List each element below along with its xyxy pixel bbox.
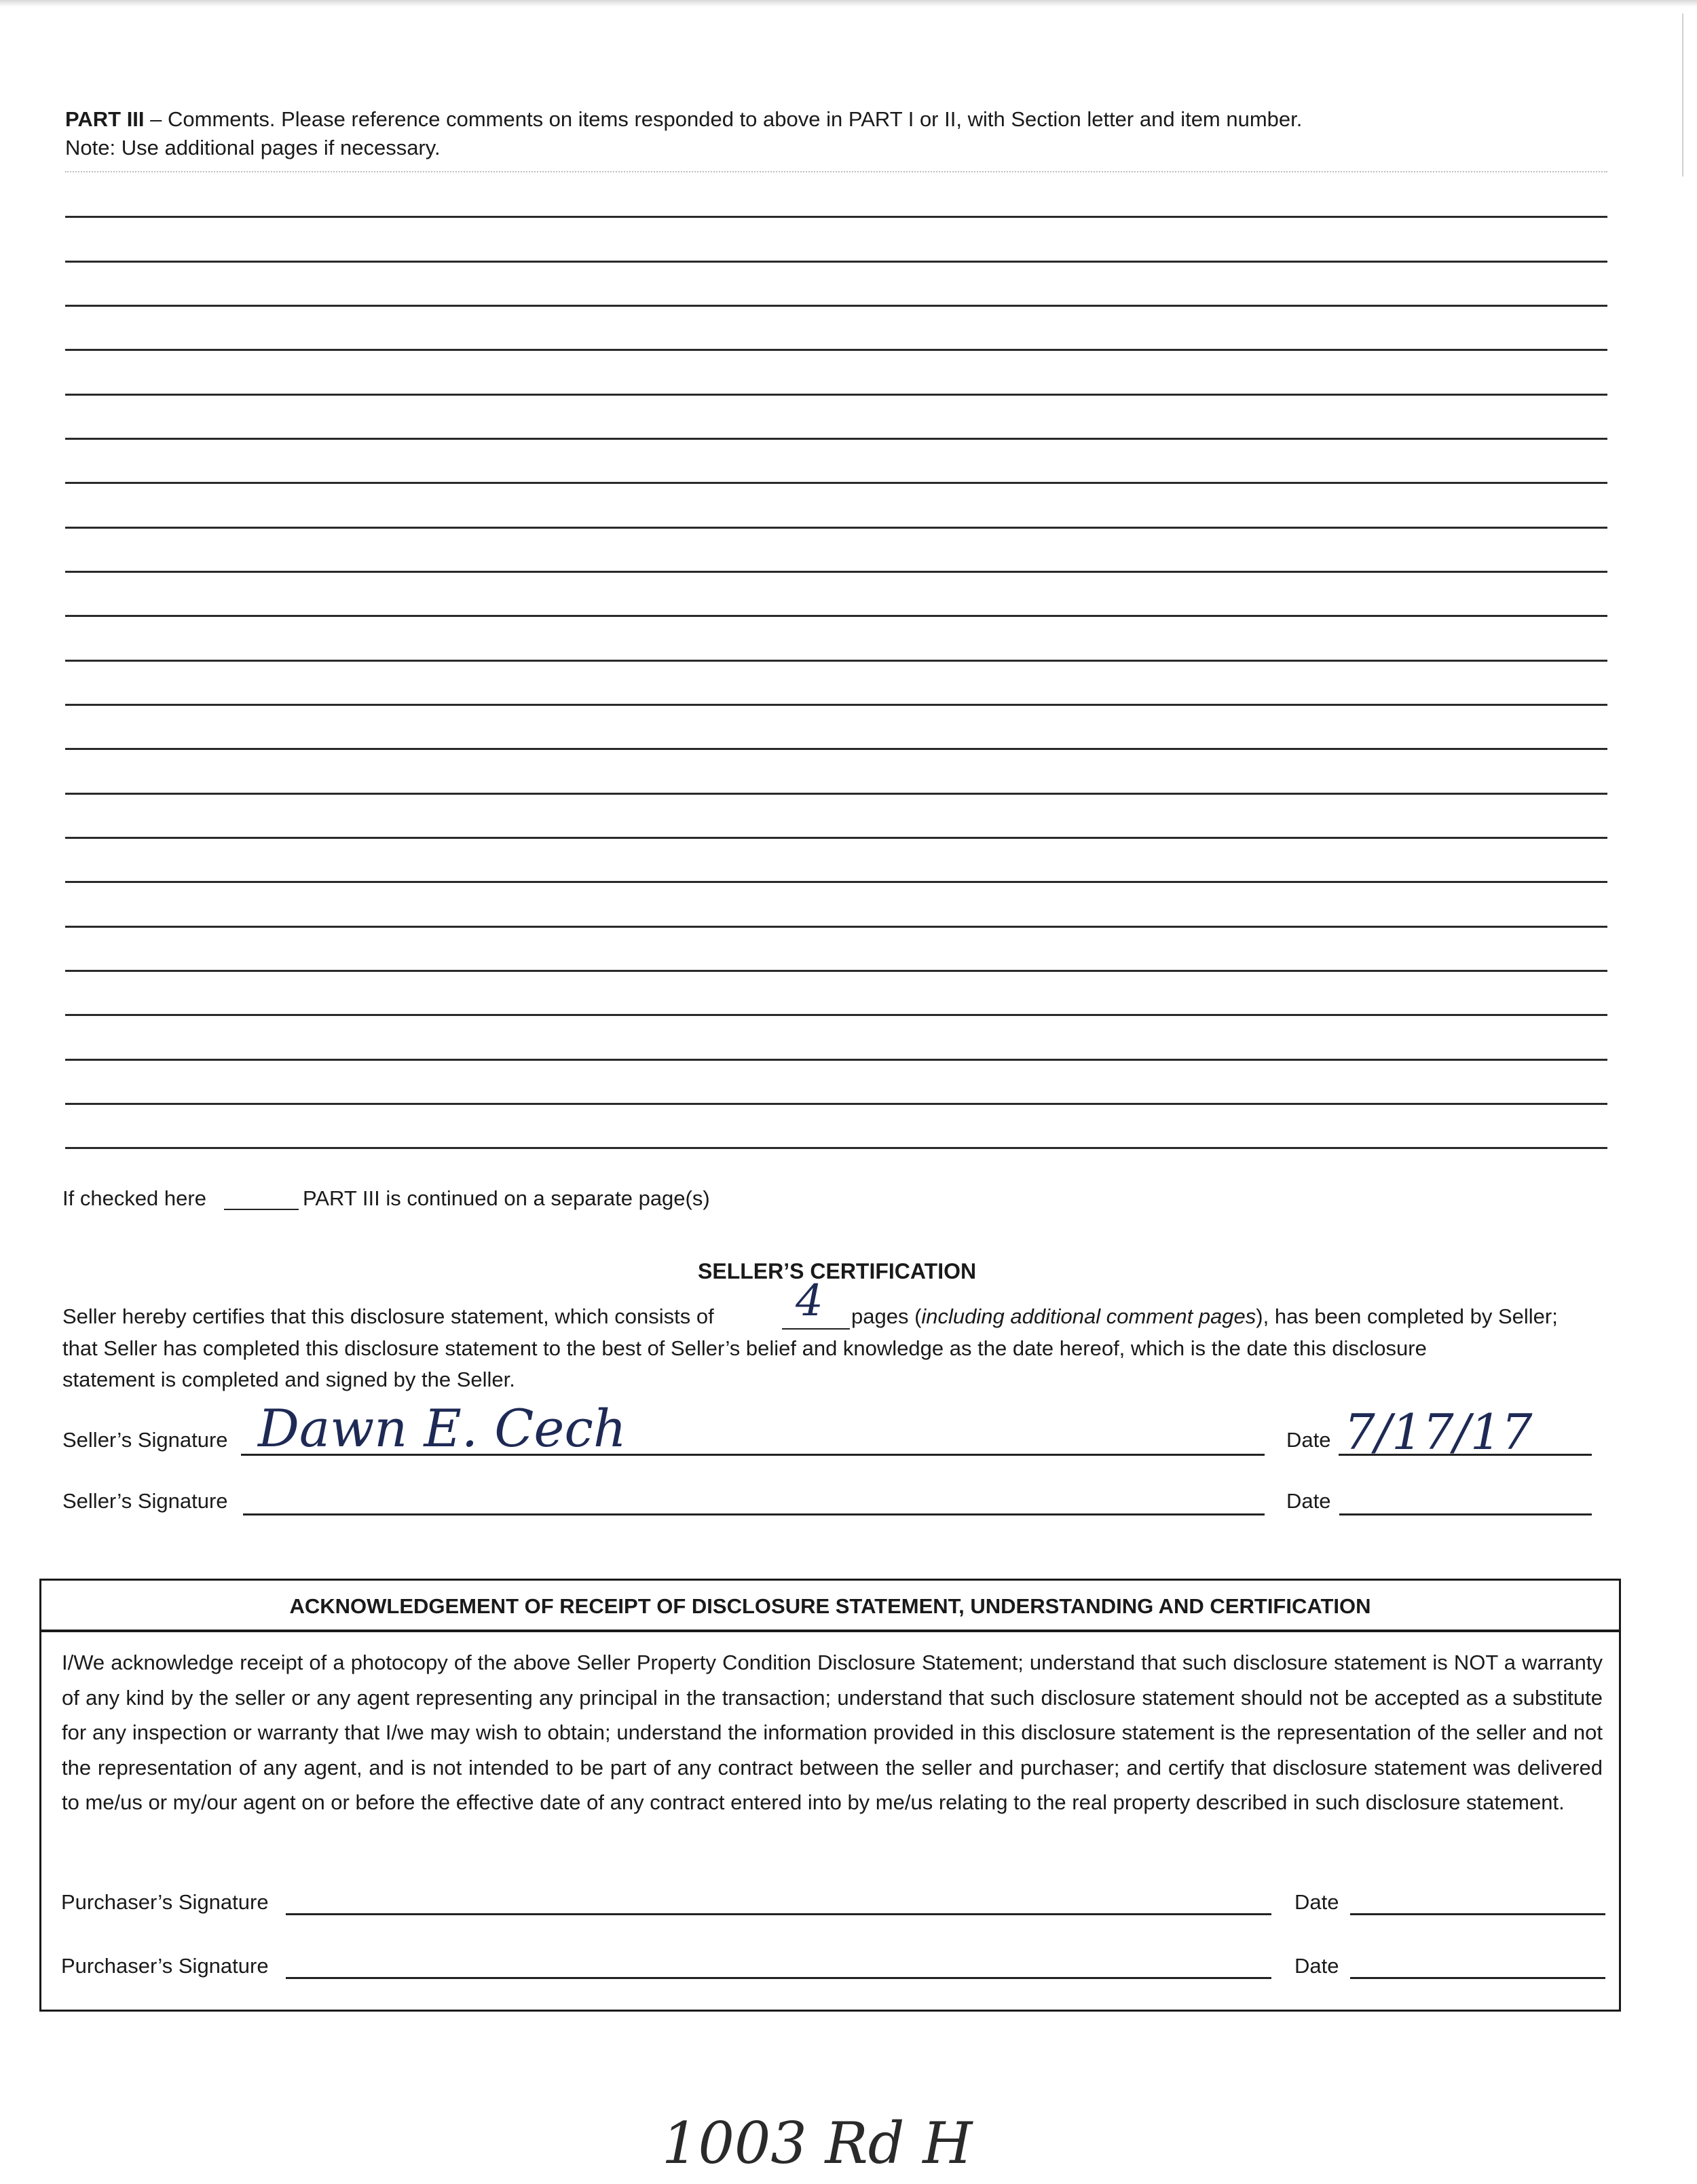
comment-line[interactable] (65, 837, 1607, 839)
cert-line-3: statement is completed and signed by the Seller. (62, 1368, 515, 1391)
purchaser-signature-line-1[interactable] (286, 1913, 1271, 1915)
comment-line[interactable] (65, 881, 1607, 883)
comment-line[interactable] (65, 660, 1607, 662)
cert-text-2: pages ( (851, 1304, 922, 1328)
handwritten-address: 1003 Rd H (662, 2110, 973, 2177)
pages-count-blank[interactable] (782, 1328, 850, 1330)
seller-date-label-1: Date (1286, 1428, 1331, 1452)
purchaser-date-label-2: Date (1294, 1954, 1339, 1978)
part3-heading: PART III (65, 107, 145, 131)
cert-text-1: Seller hereby certifies that this disclosure statement, which consists of (62, 1304, 714, 1328)
comment-line[interactable] (65, 1014, 1607, 1016)
purchaser-date-label-1: Date (1294, 1890, 1339, 1914)
comment-line[interactable] (65, 216, 1607, 218)
comment-line[interactable] (65, 1059, 1607, 1061)
comment-line[interactable] (65, 793, 1607, 795)
dotted-separator (65, 171, 1607, 172)
continued-check-blank[interactable] (224, 1209, 299, 1210)
comment-line[interactable] (65, 571, 1607, 573)
comment-line[interactable] (65, 926, 1607, 928)
comment-line[interactable] (65, 261, 1607, 263)
cert-text-italic: including additional comment pages (921, 1304, 1256, 1328)
scan-top-edge (0, 0, 1697, 7)
acknowledgement-title: ACKNOWLEDGEMENT OF RECEIPT OF DISCLOSURE STATEMENT, UNDERSTANDING AND CERTIFICATION (289, 1594, 1371, 1618)
part3-note: Note: Use additional pages if necessary. (65, 136, 441, 159)
part3-intro (65, 106, 1302, 133)
comment-line[interactable] (65, 394, 1607, 396)
seller-signature-label-1: Seller’s Signature (62, 1428, 228, 1452)
seller-date-1: 7/17/17 (1344, 1404, 1533, 1461)
comment-line[interactable] (65, 615, 1607, 617)
cert-line-1 (62, 1303, 714, 1330)
scan-right-edge-mark (1682, 14, 1683, 176)
purchaser-signature-label-2: Purchaser’s Signature (61, 1954, 269, 1978)
acknowledgement-box (39, 1579, 1621, 2012)
seller-certification-title: SELLER’S CERTIFICATION (698, 1259, 977, 1283)
cert-text-3: ), has been completed by Seller; (1256, 1304, 1558, 1328)
cert-line-2: that Seller has completed this disclosure statement to the best of Seller’s belief and knowledge as the date hereof, which is the date this disclosure (62, 1336, 1427, 1360)
purchaser-date-line-2[interactable] (1350, 1977, 1605, 1979)
comment-line[interactable] (65, 527, 1607, 529)
cert-line-1b (851, 1303, 1558, 1330)
seller-signature-line-2[interactable] (243, 1513, 1265, 1515)
comment-line[interactable] (65, 1103, 1607, 1105)
purchaser-date-line-1[interactable] (1350, 1913, 1605, 1915)
continued-suffix: PART III is continued on a separate page(s) (303, 1186, 710, 1210)
seller-date-label-2: Date (1286, 1489, 1331, 1513)
purchaser-signature-line-2[interactable] (286, 1977, 1271, 1979)
comment-line[interactable] (65, 704, 1607, 706)
comment-line[interactable] (65, 970, 1607, 972)
acknowledgement-title-rule (41, 1630, 1619, 1632)
acknowledgement-paragraph: I/We acknowledge receipt of a photocopy of the above Seller Property Condition Disclosure Statement; understand that such disclosure statement is NOT a warranty of any kind by the seller or any agent representing any principal in the transaction; understand that such disclosure statement should not be accepted as a substitute for any inspection or warranty that I/we may wish to obtain; understand the information provided in this disclosure statement is the representation of the seller and not the representation of any agent, and is not intended to be part of any contract between the seller and purchaser; and certify that disclosure statement was delivered to me/us or my/our agent on or before the effective date of any contract entered into by me/us relating to the real property described in such disclosure statement. (62, 1651, 1603, 1814)
continued-prefix: If checked here (62, 1186, 206, 1210)
seller-date-line-2[interactable] (1339, 1513, 1592, 1515)
comment-line[interactable] (65, 1147, 1607, 1149)
comment-line[interactable] (65, 482, 1607, 484)
part3-intro-text: – Comments. Please reference comments on items responded to above in PART I or II, with Section letter and item number. (144, 107, 1303, 131)
comment-line[interactable] (65, 748, 1607, 750)
seller-signature-1: Dawn E. Cech (258, 1398, 627, 1458)
comment-line[interactable] (65, 438, 1607, 440)
comment-line[interactable] (65, 349, 1607, 351)
comment-line[interactable] (65, 305, 1607, 307)
seller-signature-label-2: Seller’s Signature (62, 1489, 228, 1513)
pages-count-handwritten: 4 (796, 1276, 823, 1326)
purchaser-signature-label-1: Purchaser’s Signature (61, 1890, 269, 1914)
